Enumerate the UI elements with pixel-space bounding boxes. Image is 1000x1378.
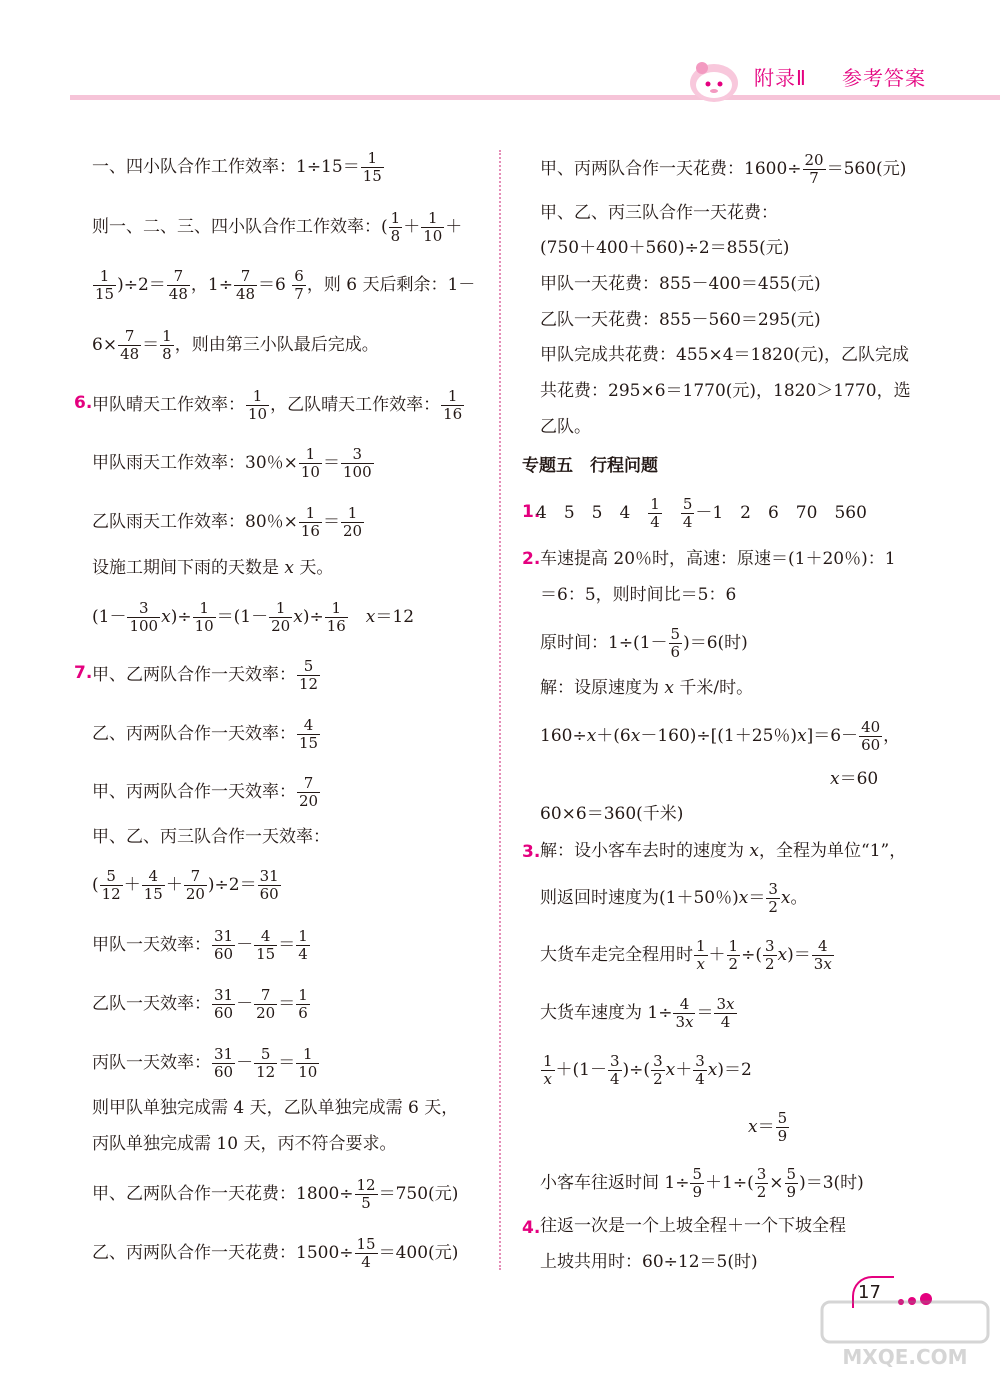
- text-line: $\frac{1}{15}$ )÷2＝ $\frac{7}{48}$ ，1÷ $\frac{7}{48}$ ＝6 $\frac{6}{7}$ ，则 6 天后剩余：1－: [95, 267, 476, 303]
- text-line: x＝60: [830, 769, 879, 789]
- text-line: 丙队单独完成需 10 天，丙不符合要求。: [92, 1134, 397, 1154]
- text-line: 乙、丙两队合作一天效率： $\frac{4}{15}$: [92, 716, 319, 752]
- text-line: 解：设原速度为 x 千米/时。: [540, 678, 754, 698]
- question-number: 1.: [522, 502, 541, 522]
- text-line: 甲、乙两队合作一天效率： $\frac{5}{12}$: [92, 657, 319, 693]
- text-line: 共花费：295×6＝1770(元)，1820＞1770，选: [540, 381, 911, 401]
- text-line: 60×6＝360(千米): [540, 804, 684, 824]
- text-line: (1－ $\frac{3}{100}$ x)÷ $\frac{1}{10}$ ＝(1－ $\frac{1}{20}$ x)÷ $\frac{1}{16}$ x＝12: [92, 599, 415, 635]
- text-line: 160÷x＋(6x－160)÷[(1＋25％)x]＝6－ $\frac{40}{60}$ ，: [540, 718, 901, 754]
- text-line: 乙队一天效率： $\frac{31}{60}$ － $\frac{7}{20}$ ＝ $\frac{1}{6}$: [92, 986, 308, 1022]
- appendix-label: 附录Ⅱ: [754, 66, 807, 90]
- section-title: 专题五 行程问题: [522, 456, 658, 476]
- text-line: 甲、丙两队合作一天花费：1600÷ $\frac{20}{7}$ ＝560(元): [540, 151, 907, 187]
- page-header-title: 参考答案: [842, 66, 926, 90]
- text-line: (750＋400＋560)÷2＝855(元): [540, 238, 790, 258]
- text-line: ( $\frac{5}{12}$ ＋ $\frac{4}{15}$ ＋ $\frac{7}{20}$ )÷2＝ $\frac{31}{60}$: [92, 867, 279, 903]
- header-rule: [70, 95, 1000, 100]
- text-line: 乙队一天花费：855－560＝295(元): [540, 310, 821, 330]
- column-divider: [499, 150, 501, 1270]
- question-number: 3.: [522, 842, 541, 862]
- text-line: 乙队雨天工作效率：80％× $\frac{1}{16}$ ＝ $\frac{1}{20}$: [92, 504, 363, 540]
- text-line: 小客车往返时间 1÷ $\frac{5}{9}$ ＋1÷( $\frac{3}{2}$ × $\frac{5}{9}$ )＝3(时): [540, 1165, 864, 1201]
- text-line: 甲队一天花费：855－400＝455(元): [540, 274, 821, 294]
- text-line: 则一、二、三、四小队合作工作效率：( $\frac{1}{8}$ ＋ $\frac{1}{10}$ ＋: [92, 209, 463, 245]
- text-line: $\frac{1}{x}$ ＋(1－ $\frac{3}{4}$ )÷( $\frac{3}{2}$ x＋ $\frac{3}{4}$ x)＝2: [543, 1052, 752, 1088]
- text-line: 甲队完成共花费：455×4＝1820(元)，乙队完成: [540, 345, 910, 365]
- text-line: 上坡共用时：60÷12＝5(时): [540, 1252, 758, 1272]
- watermark-logo: [820, 1300, 990, 1370]
- text-line: 甲、乙、丙三队合作一天效率：: [92, 827, 330, 847]
- page-number: 17: [858, 1282, 881, 1303]
- mascot-icon: [688, 58, 740, 104]
- question-number: 4.: [522, 1218, 541, 1238]
- text-line: 则甲队单独完成需 4 天，乙队单独完成需 6 天，: [92, 1098, 459, 1118]
- text-line: 大货车走完全程用时 $\frac{1}{x}$ ＋ $\frac{1}{2}$ ÷( $\frac{3}{2}$ x)＝ $\frac{4}{3x}$: [540, 937, 832, 973]
- question-number: 2.: [522, 549, 541, 569]
- text-line: ＝6：5，则时间比＝5：6: [540, 585, 737, 605]
- question-number: 7.: [74, 663, 93, 683]
- text-line: 原时间：1÷(1－ $\frac{5}{6}$ )＝6(时): [540, 625, 748, 661]
- text-line: 6× $\frac{7}{48}$ ＝ $\frac{1}{8}$ ，则由第三小队最后完成。: [92, 327, 379, 363]
- text-line: 甲、乙、丙三队合作一天花费：: [540, 203, 778, 223]
- text-line: 解：设小客车去时的速度为 x，全程为单位“1”，: [540, 841, 907, 861]
- text-line: 甲队一天效率： $\frac{31}{60}$ － $\frac{4}{15}$ ＝ $\frac{1}{4}$: [92, 927, 308, 963]
- text-line: 一、四小队合作工作效率：1÷15＝ $\frac{1}{15}$: [92, 149, 382, 185]
- text-line: 大货车速度为 1÷ $\frac{4}{3x}$ ＝ $\frac{3x}{4}$: [540, 995, 735, 1031]
- text-line: 4 5 5 4 $\frac{1}{4}$ $\frac{5}{4}$ －1 2 6 70 560: [536, 495, 867, 531]
- text-line: 乙、丙两队合作一天花费：1500÷ $\frac{15}{4}$ ＝400(元): [92, 1235, 459, 1271]
- text-line: 设施工期间下雨的天数是 x 天。: [92, 558, 334, 578]
- text-line: 丙队一天效率： $\frac{31}{60}$ － $\frac{5}{12}$ ＝ $\frac{1}{10}$: [92, 1045, 318, 1081]
- text-line: 乙队。: [540, 417, 591, 437]
- text-line: 甲、乙两队合作一天花费：1800÷ $\frac{12}{5}$ ＝750(元): [92, 1176, 459, 1212]
- text-line: 则返回时速度为(1＋50％)x＝ $\frac{3}{2}$ x。: [540, 880, 808, 916]
- text-line: x＝ $\frac{5}{9}$: [748, 1109, 788, 1145]
- text-line: 甲队雨天工作效率：30％× $\frac{1}{10}$ ＝ $\frac{3}{100}$: [92, 445, 372, 481]
- text-line: 车速提高 20％时，高速：原速＝(1＋20％)：1: [540, 549, 896, 569]
- text-line: 甲、丙两队合作一天效率： $\frac{7}{20}$: [92, 774, 319, 810]
- question-number: 6.: [74, 393, 93, 413]
- watermark-text: MXQE.COM: [842, 1345, 968, 1369]
- text-line: 甲队晴天工作效率： $\frac{1}{10}$ ，乙队晴天工作效率： $\frac{1}{16}$: [92, 387, 463, 423]
- text-line: 往返一次是一个上坡全程＋一个下坡全程: [540, 1216, 846, 1236]
